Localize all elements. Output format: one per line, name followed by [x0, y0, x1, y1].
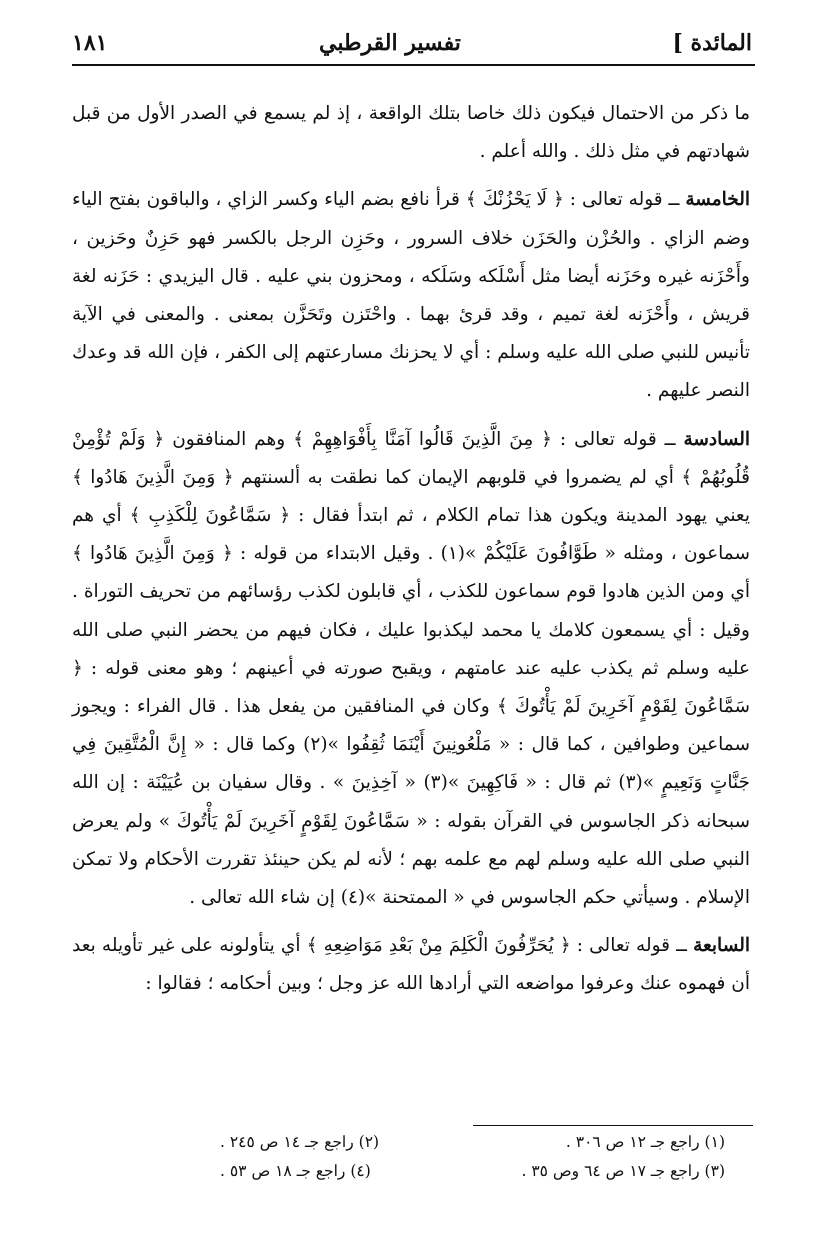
footnote-1: [566, 1128, 725, 1157]
footnote-text: راجع جـ ١٢ ص ٣٠٦ .: [565, 1133, 700, 1151]
header-rule: [72, 64, 755, 66]
running-header: [72, 22, 752, 64]
surah-name: المائدة ]: [672, 30, 752, 56]
footnote-text: راجع جـ ١٤ ص ٢٤٥ .: [220, 1133, 354, 1151]
main-text: [72, 95, 750, 1004]
paragraph-text: ــ قوله تعالى : ﴿ يُحَرِّفُونَ الْكَلِمَ مِنْ بَعْدِ مَوَاضِعِهِ ﴾ أي يتأولونه على غير تأويله بعد أن فهموه عنك وعرفوا مواضعه التي أرادها الله عز وجل ؛ وبين أحكامه ؛ فقالوا :: [72, 935, 750, 995]
footnote-2: [220, 1128, 379, 1157]
footnote-rule: [473, 1125, 753, 1126]
paragraph-intro: [72, 95, 750, 171]
paragraph-text: ــ قوله تعالى : ﴿ لَا يَحْزُنْكَ ﴾ قرأ نافع بضم الياء وكسر الزاي ، والباقون بفتح الياء وضم الزاي . والحُزْن والحَزَن خلاف السرور ، وحَزِن الرجل بالكسر فهو حَزِنٌ وحَزين ، وأَحْزَنه غيره وحَزَنه أيضا مثل أَسْلَكه وسَلَكه ، ومحزون بني عليه . قال اليزيدي : حَزَنه لغة قريش ، وأَحْزَنه لغة تميم ، وقد قرئ بهما . واحْتَزن وتَحَزَّن بمعنى . والمعنى في الآية تأنيس للنبي صلى الله عليه وسلم : أي لا يحزنك مسارعتهم إلى الكفر ، فإن الله قد وعدك النصر عليهم .: [72, 189, 750, 402]
book-title: تفسير القرطبي: [319, 30, 461, 56]
section-lead: السادسة: [683, 428, 751, 450]
footnote-number: (٢): [358, 1133, 380, 1151]
paragraph-fifth: [72, 181, 750, 410]
footnote-3: [521, 1157, 725, 1186]
footnotes: [220, 1128, 725, 1186]
footnote-row: [220, 1157, 725, 1186]
page-number: ١٨١: [72, 30, 108, 56]
footnote-4: [220, 1157, 371, 1186]
section-lead: السابعة: [693, 935, 750, 957]
paragraph-text: ما ذكر من الاحتمال فيكون ذلك خاصا بتلك الواقعة ، إذ لم يسمع في الصدر الأول من قبل شهادتهم في مثل ذلك . والله أعلم .: [72, 103, 750, 163]
footnote-text: راجع جـ ١٨ ص ٥٣ .: [220, 1162, 346, 1180]
footnote-text: راجع جـ ١٧ ص ٦٤ وص ٣٥ .: [521, 1162, 700, 1180]
section-lead: الخامسة: [685, 189, 750, 211]
paragraph-sixth: [72, 421, 750, 918]
footnote-number: (١): [704, 1133, 725, 1151]
footnote-number: (٣): [704, 1162, 725, 1180]
footnote-row: [220, 1128, 725, 1157]
paragraph-text: ــ قوله تعالى : ﴿ مِنَ الَّذِينَ قَالُوا آمَنَّا بِأَفْوَاهِهِمْ ﴾ وهم المنافقون ﴿ وَلَمْ تُؤْمِنْ قُلُوبُهُمْ ﴾ أي لم يضمروا في قلوبهم الإيمان كما نطقت به ألسنتهم ﴿ وَمِنَ الَّذِينَ هَادُوا ﴾ يعني يهود المدينة ويكون هذا تمام الكلام ، ثم ابتدأ فقال : ﴿ سَمَّاعُونَ لِلْكَذِبِ ﴾ أي هم سماعون ، ومثله « طَوَّافُونَ عَلَيْكُمْ »(١) . وقيل الابتداء من قوله : ﴿ وَمِنَ الَّذِينَ هَادُوا ﴾ أي ومن الذين هادوا قوم سماعون للكذب ، أي قابلون لكذب رؤسائهم من تحريف التوراة . وقيل : أي يسمعون كلامك يا محمد ليكذبوا عليك ، فكان فيهم من يحضر النبي صلى الله عليه وسلم ثم يكذب عليه عند عامتهم ، ويقبح صورته في أعينهم ؛ وهو معنى قوله : ﴿ سَمَّاعُونَ لِقَوْمٍ آخَرِينَ لَمْ يَأْتُوكَ ﴾ وكان في المنافقين من يفعل هذا . قال الفراء : ويجوز سماعين وطوافين ، كما قال : « مَلْعُونِينَ أَيْنَمَا ثُقِفُوا »(٢) وكما قال : « إِنَّ الْمُتَّقِينَ فِي جَنَّاتٍ وَنَعِيمٍ »(٣) ثم قال : « فَاكِهِينَ »(٣) « آخِذِينَ » . وقال سفيان بن عُيَيْنَة : إن الله سبحانه ذكر الجاسوس في القرآن بقوله : « سَمَّاعُونَ لِقَوْمٍ آخَرِينَ لَمْ يَأْتُوكَ » ولم يعرض النبي صلى الله عليه وسلم لهم مع علمه بهم ؛ لأنه لم يكن حينئذ تقررت الأحكام ولا تمكن الإسلام . وسيأتي حكم الجاسوس في « الممتحنة »(٤) إن شاء الله تعالى .: [72, 428, 750, 909]
footnote-number: (٤): [350, 1162, 371, 1180]
paragraph-seventh: [72, 927, 750, 1003]
